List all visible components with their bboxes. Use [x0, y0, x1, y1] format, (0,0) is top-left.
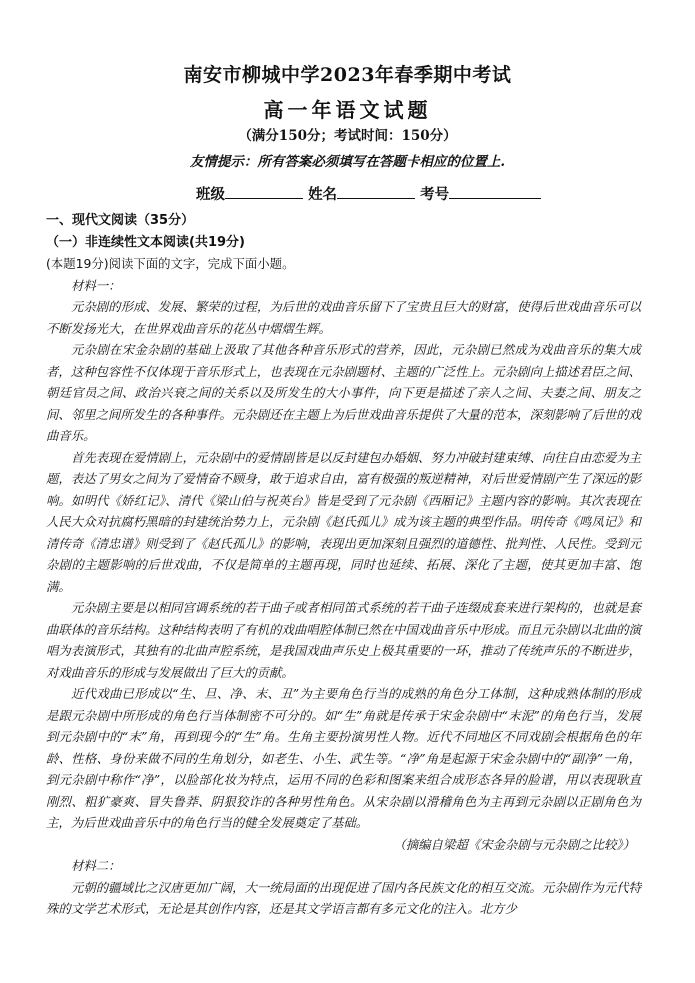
friendly-tip: 友情提示：所有答案必须填写在答题卡相应的位置上. [189, 154, 506, 170]
sub-section-heading: （一）非连续性文本阅读(共19分) [46, 234, 245, 250]
class-blank[interactable] [225, 184, 303, 199]
paragraph: 元杂剧在宋金杂剧的基础上汲取了其他各种音乐形式的营养，因此，元杂剧已然成为戏曲音乐的集大成者，这种包容性不仅体现于音乐形式上，也表现在元杂剧题材、主题的广泛性上。元杂剧向上描述君臣之间、朝廷官员之间、政治兴衰之间的关系以及所发生的大小事件，向下更是描述了亲人之间、夫妻之间、朋友之间、邻里之间所发生的各种事件。元杂剧还在主题上为后世戏曲音乐提供了大量的范本，深刻影响了后世的戏曲音乐。 [46, 342, 641, 443]
subject-title: 高一年语文试题 [263, 98, 432, 122]
section-heading: 一、现代文阅读（35分） [46, 213, 195, 228]
paragraph: 近代戏曲已形成以“生、旦、净、末、丑”为主要角色行当的成熟的角色分工体制，这种成熟体制的形成是跟元杂剧中所形成的角色行当体制密不可分的。如“生”角就是传承于宋金杂剧中“末泥”的角色行当，发展到元杂剧中的“末”角，再到现今的“生”角。生角主要扮演男性人物。近代不同地区不同戏剧会根据角色的年龄、性格、身份来做不同的生角划分，如老生、小生、武生等。“净”角是起源于宋金杂剧中的“副净”一角，到元杂剧中称作“净”，以脸部化妆为特点，运用不同的色彩和图案来组合成形态各异的脸谱，用以表现耿直刚烈、粗犷豪爽、冒失鲁莽、阴狠狡诈的各种男性角色。从宋杂剧以滑稽角色为主再到元杂剧以正剧角色为主，为后世戏曲音乐中的角色行当的健全发展奠定了基础。 [46, 686, 641, 830]
question-instruction: (本题19分)阅读下面的文字，完成下面小题。 [46, 256, 295, 271]
main-content [46, 210, 641, 920]
material-label-2: 材料二： [71, 858, 121, 873]
number-blank[interactable] [449, 184, 541, 199]
number-label: 考号 [420, 186, 450, 203]
name-blank[interactable] [337, 184, 415, 199]
paragraph: 元朝的疆域比之汉唐更加广阔，大一统局面的出现促进了国内各民族文化的相互交流。元杂剧作为元代特殊的文学艺术形式，无论是其创作内容，还是其文学语言都有多元文化的注入。北方少 [46, 879, 641, 916]
class-label: 班级 [196, 186, 225, 203]
material-label-1: 材料一： [71, 277, 121, 293]
paragraph: 元杂剧的形成、发展、繁荣的过程，为后世的戏曲音乐留下了宝贵且巨大的财富，使得后世戏曲音乐可以不断发扬光大，在世界戏曲音乐的花丛中熠熠生辉。 [46, 299, 641, 336]
name-label: 姓名 [308, 186, 338, 203]
student-info-row [196, 183, 541, 204]
paragraph: 元杂剧主要是以相同宫调系统的若干曲子或者相同笛式系统的若干曲子连缀成套来进行架构的，也就是套曲联体的音乐结构。这种结构表明了有机的戏曲唱腔体制已然在中国戏曲音乐中形成。而且元杂剧以北曲的演唱为表演形式，其独有的北曲声腔系统，是我国戏曲声乐史上极其重要的一环，推动了传统声乐的不断进步，对戏曲音乐的形成与发展做出了巨大的贡献。 [46, 600, 641, 680]
exam-title: 南安市柳城中学2023年春季期中考试 [183, 64, 512, 86]
score-time-note: （满分150分；考试时间：150分） [238, 128, 457, 144]
source-citation: （摘编自梁超《宋金杂剧与元杂剧之比较》） [393, 836, 635, 852]
paragraph: 首先表现在爱情剧上，元杂剧中的爱情剧皆是以反封建包办婚姻、努力冲破封建束缚、向往自由恋爱为主题，表达了男女之间为了爱情奋不顾身，敢于追求自由，富有极强的叛逆精神，对后世爱情剧产生了深远的影响。如明代《娇红记》、清代《梁山伯与祝英台》皆是受到了元杂剧《西厢记》主题内容的影响。其次表现在人民大众对抗腐朽黑暗的封建统治势力上，元杂剧《赵氏孤儿》成为该主题的典型作品。明传奇《鸣凤记》和清传奇《清忠谱》则受到了《赵氏孤儿》的影响，表现出更加深刻且强烈的道德性、批判性、人民性。受到元杂剧的主题影响的后世戏曲，不仅是简单的主题再现，同时也延续、拓展、深化了主题，使其更加丰富、饱满。 [46, 449, 641, 594]
